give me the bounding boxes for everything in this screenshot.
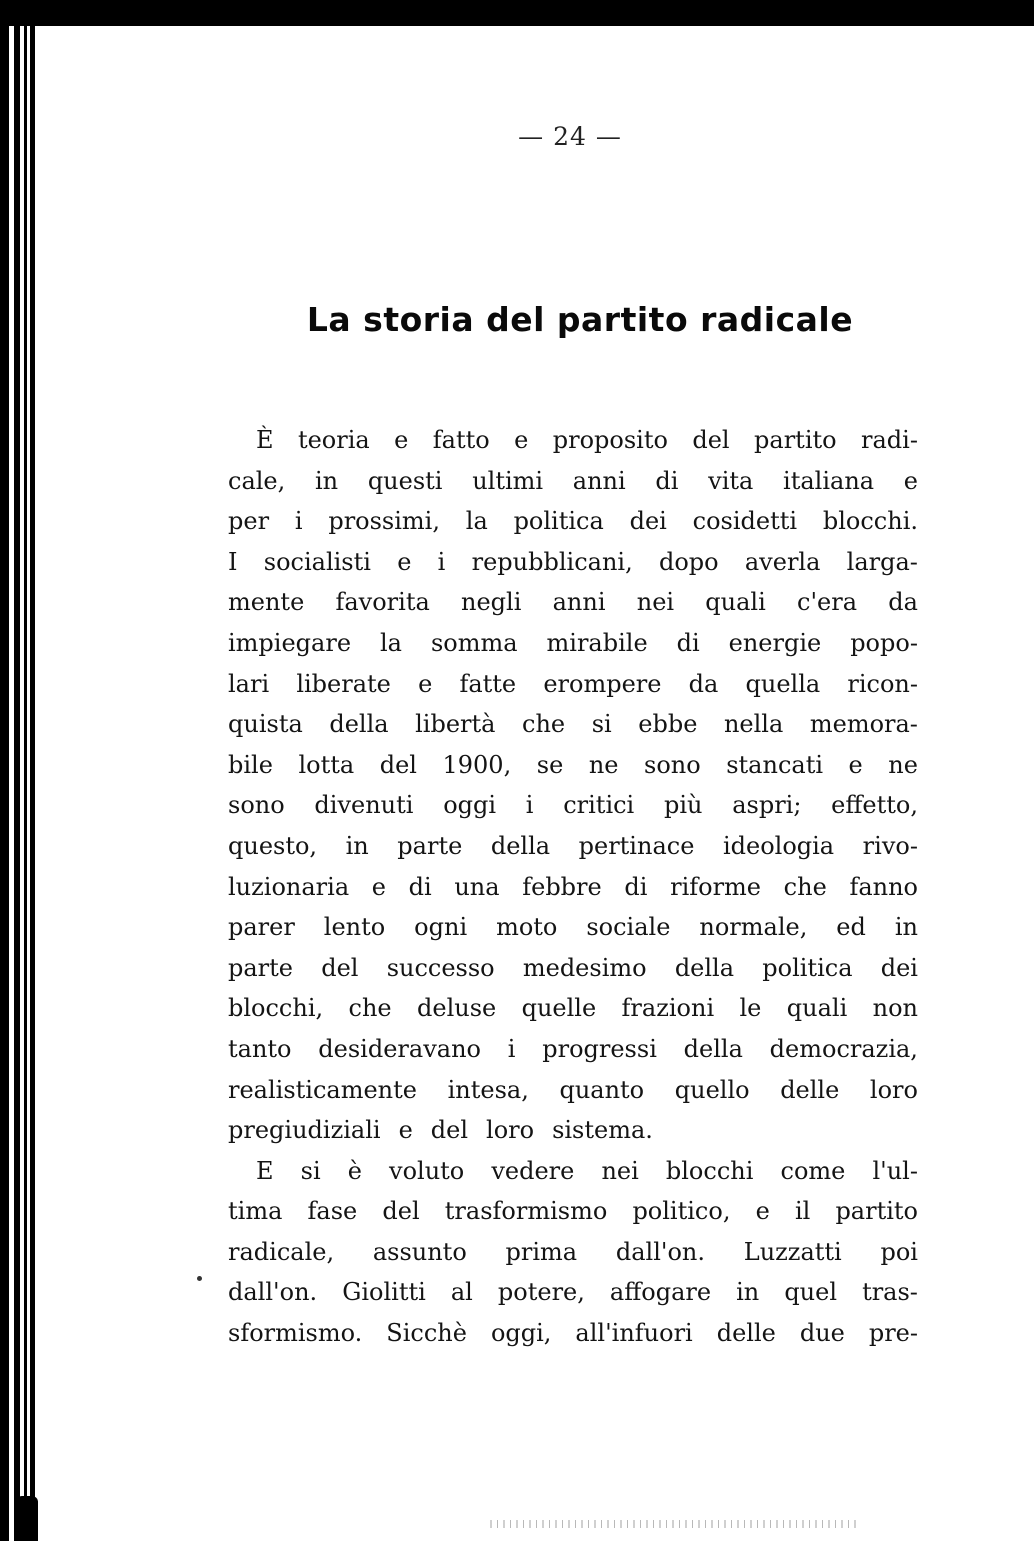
text-line: tima fase del trasformismo politico, e il partito bbox=[228, 1197, 918, 1226]
text-line: dall'on. Giolitti al potere, affogare in quel tras- bbox=[228, 1278, 918, 1307]
scan-noise bbox=[490, 1520, 860, 1528]
text-line: È teoria e fatto e proposito del partito radi- bbox=[256, 426, 918, 454]
scan-speck bbox=[197, 1276, 202, 1281]
binding-shadow bbox=[14, 26, 20, 1541]
text-line: bile lotta del 1900, se ne sono stancati e ne bbox=[228, 750, 918, 779]
text-line: sono divenuti oggi i critici più aspri; effetto, bbox=[228, 791, 918, 820]
chapter-title: La storia del partito radicale bbox=[306, 300, 854, 339]
binding-shadow bbox=[30, 26, 35, 1541]
text-line: quista della libertà che si ebbe nella memora- bbox=[228, 710, 918, 739]
text-line: impiegare la somma mirabile di energie popo- bbox=[228, 628, 918, 657]
text-line: lari liberate e fatte erompere da quella ricon- bbox=[228, 669, 918, 698]
scan-top-border bbox=[0, 0, 1034, 26]
ink-blot bbox=[16, 1496, 38, 1541]
text-line: parer lento ogni moto sociale normale, ed in bbox=[228, 913, 918, 942]
scan-left-binding-edge bbox=[0, 26, 40, 1541]
page-number: — 24 — bbox=[518, 122, 622, 151]
text-line: mente favorita negli anni nei quali c'era da bbox=[228, 588, 918, 617]
paragraph bbox=[228, 420, 918, 1151]
paragraph bbox=[228, 1151, 918, 1354]
text-line: blocchi, che deluse quelle frazioni le quali non bbox=[228, 994, 918, 1023]
text-line: E si è voluto vedere nei blocchi come l'ul- bbox=[256, 1156, 918, 1185]
text-line: cale, in questi ultimi anni di vita italiana e bbox=[228, 466, 918, 495]
text-line: pregiudiziali e del loro sistema. bbox=[228, 1116, 653, 1145]
text-line: radicale, assunto prima dall'on. Luzzatti poi bbox=[228, 1237, 918, 1266]
text-line: tanto desideravano i progressi della democrazia, bbox=[228, 1034, 918, 1063]
text-line: sformismo. Sicchè oggi, all'infuori delle due pre- bbox=[228, 1319, 918, 1348]
text-line: realisticamente intesa, quanto quello delle loro bbox=[228, 1075, 918, 1104]
text-line: per i prossimi, la politica dei cosidetti blocchi. bbox=[228, 507, 918, 536]
binding-shadow bbox=[0, 26, 9, 1541]
text-line: luzionaria e di una febbre di riforme che fanno bbox=[228, 872, 918, 901]
text-line: questo, in parte della pertinace ideologia rivo- bbox=[228, 831, 918, 860]
binding-shadow bbox=[24, 26, 27, 1541]
text-line: I socialisti e i repubblicani, dopo averla larga- bbox=[228, 547, 918, 576]
body-text bbox=[228, 420, 918, 1354]
text-line: parte del successo medesimo della politica dei bbox=[228, 953, 918, 982]
